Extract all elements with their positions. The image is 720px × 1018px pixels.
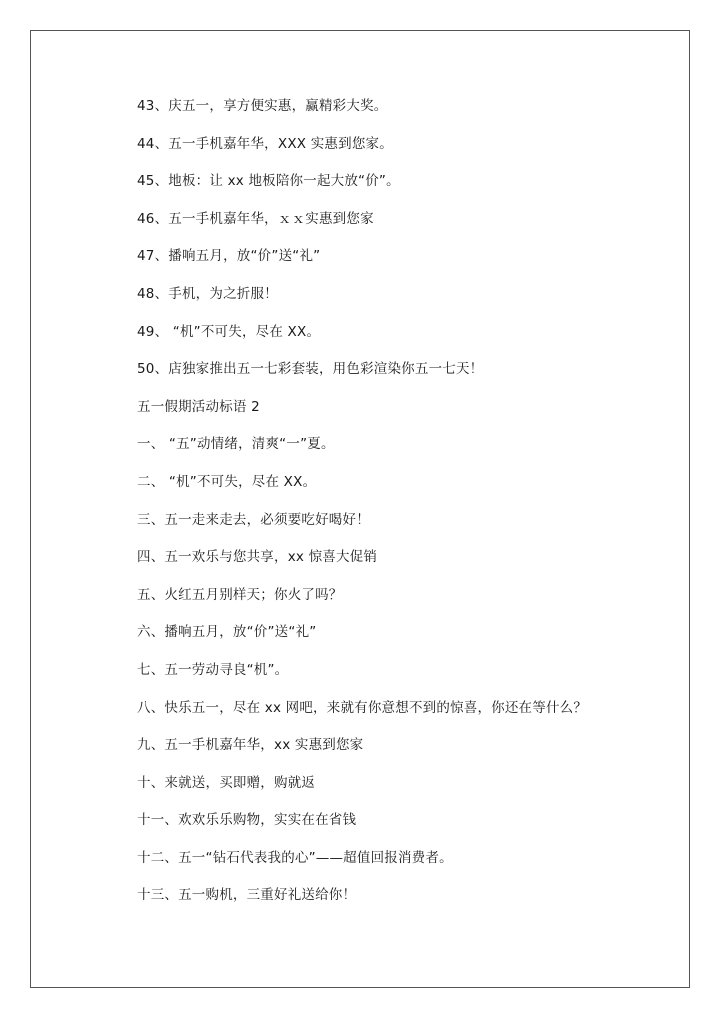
list-item: 43、庆五一，享方便实惠，赢精彩大奖。 (137, 98, 388, 114)
list-item: 十一、欢欢乐乐购物，实实在在省钱 (137, 812, 357, 829)
list-item: 47、播响五月，放“价”送“礼” (137, 248, 321, 265)
list-item: 三、五一走来走去，必须要吃好喝好！ (137, 511, 370, 528)
list-item: 七、五一劳动寻良“机”。 (137, 661, 289, 678)
section-heading: 五一假期活动标语 2 (137, 398, 260, 415)
document-body (137, 93, 657, 920)
list-item: 49、 “机”不可失，尽在 XX。 (137, 323, 321, 340)
list-item: 46、五一手机嘉年华，ｘｘ实惠到您家 (137, 210, 374, 227)
list-item: 一、 “五”动情绪，清爽“一”夏。 (137, 436, 335, 453)
list-item: 九、五一手机嘉年华，xx 实惠到您家 (137, 737, 364, 754)
list-item: 六、播响五月，放“价”送“礼” (137, 624, 317, 641)
list-item: 45、地板：让 xx 地板陪你一起大放“价”。 (137, 173, 400, 190)
list-item: 十二、五一“钻石代表我的心”——超值回报消费者。 (137, 849, 453, 866)
list-item: 44、五一手机嘉年华，XXX 实惠到您家。 (137, 135, 393, 152)
list-item: 二、 “机”不可失，尽在 XX。 (137, 473, 317, 490)
list-item: 十、来就送，买即赠，购就返 (137, 774, 316, 791)
list-item: 五、火红五月别样天；你火了吗？ (137, 586, 343, 603)
list-item: 50、店独家推出五一七彩套装，用色彩渲染你五一七天！ (137, 361, 484, 378)
list-item: 48、手机，为之折服！ (137, 285, 278, 302)
list-item: 十三、五一购机，三重好礼送给你！ (137, 887, 357, 904)
list-item: 四、五一欢乐与您共享，xx 惊喜大促销 (137, 549, 378, 566)
list-item: 八、快乐五一，尽在 xx 网吧，来就有你意想不到的惊喜，你还在等什么？ (137, 699, 588, 716)
